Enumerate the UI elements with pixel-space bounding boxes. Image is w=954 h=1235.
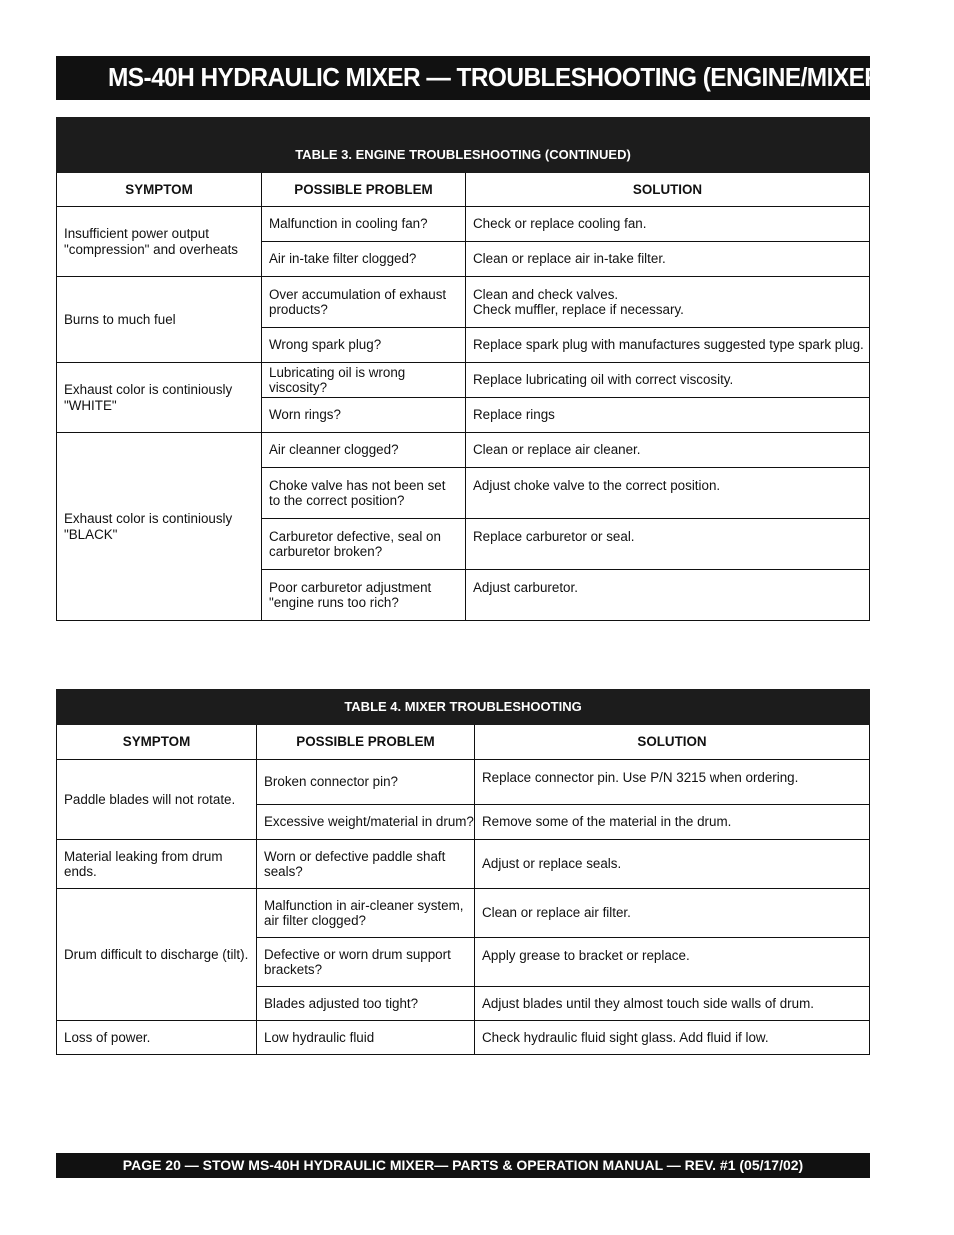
symptom-cell: Exhaust color is continiously "BLACK" xyxy=(57,433,262,621)
problem-cell: Defective or worn drum support brackets? xyxy=(257,938,475,987)
solution-cell: Replace lubricating oil with correct viscosity. xyxy=(466,363,870,398)
solution-cell: Remove some of the material in the drum. xyxy=(475,805,870,840)
table-row xyxy=(57,889,870,938)
table-caption: TABLE 4. MIXER TROUBLESHOOTING xyxy=(57,690,870,725)
symptom-cell: Paddle blades will not rotate. xyxy=(57,760,257,840)
table-caption: TABLE 3. ENGINE TROUBLESHOOTING (CONTINUED) xyxy=(57,118,870,173)
table-row xyxy=(57,433,870,468)
header-possible-problem: POSSIBLE PROBLEM xyxy=(262,173,466,207)
table-row xyxy=(57,277,870,328)
problem-cell: Malfunction in cooling fan? xyxy=(262,207,466,242)
solution-cell: Clean or replace air in-take filter. xyxy=(466,242,870,277)
header-solution: SOLUTION xyxy=(466,173,870,207)
symptom-cell: Exhaust color is continiously "WHITE" xyxy=(57,363,262,433)
solution-cell: Replace connector pin. Use P/N 3215 when ordering. xyxy=(475,760,870,805)
problem-cell: Air cleanner clogged? xyxy=(262,433,466,468)
solution-cell: Adjust or replace seals. xyxy=(475,840,870,889)
header-solution: SOLUTION xyxy=(475,725,870,760)
symptom-cell: Drum difficult to discharge (tilt). xyxy=(57,889,257,1021)
problem-cell: Worn rings? xyxy=(262,398,466,433)
header-symptom: SYMPTOM xyxy=(57,725,257,760)
problem-cell: Malfunction in air-cleaner system, air filter clogged? xyxy=(257,889,475,938)
solution-cell: Clean or replace air filter. xyxy=(475,889,870,938)
solution-cell: Apply grease to bracket or replace. xyxy=(475,938,870,987)
engine-troubleshooting-table xyxy=(56,117,870,621)
page-footer: PAGE 20 — STOW MS-40H HYDRAULIC MIXER— PARTS & OPERATION MANUAL — REV. #1 (05/17/02) xyxy=(56,1153,870,1178)
table-row xyxy=(57,760,870,805)
problem-cell: Low hydraulic fluid xyxy=(257,1021,475,1055)
problem-cell: Lubricating oil is wrong viscosity? xyxy=(262,363,466,398)
solution-cell: Replace spark plug with manufactures suggested type spark plug. xyxy=(466,328,870,363)
solution-line: Clean and check valves. xyxy=(473,286,619,302)
problem-cell: Poor carburetor adjustment "engine runs too rich? xyxy=(262,570,466,621)
problem-cell: Worn or defective paddle shaft seals? xyxy=(257,840,475,889)
problem-cell: Carburetor defective, seal on carburetor broken? xyxy=(262,519,466,570)
solution-cell: Adjust choke valve to the correct position. xyxy=(466,468,870,519)
solution-cell: Check hydraulic fluid sight glass. Add fluid if low. xyxy=(475,1021,870,1055)
solution-cell: Check or replace cooling fan. xyxy=(466,207,870,242)
solution-line: Check muffler, replace if necessary. xyxy=(473,302,684,317)
problem-cell: Over accumulation of exhaust products? xyxy=(262,277,466,328)
table-row xyxy=(57,1021,870,1055)
table-row xyxy=(57,207,870,242)
solution-cell: Adjust carburetor. xyxy=(466,570,870,621)
header-possible-problem: POSSIBLE PROBLEM xyxy=(257,725,475,760)
problem-cell: Air in-take filter clogged? xyxy=(262,242,466,277)
problem-cell: Choke valve has not been set to the correct position? xyxy=(262,468,466,519)
symptom-cell: Material leaking from drum ends. xyxy=(57,840,257,889)
solution-cell: Clean or replace air cleaner. xyxy=(466,433,870,468)
table-caption-row xyxy=(57,118,870,173)
solution-cell: Replace carburetor or seal. xyxy=(466,519,870,570)
table-header-row xyxy=(57,725,870,760)
problem-cell: Excessive weight/material in drum? xyxy=(257,805,475,840)
problem-cell: Wrong spark plug? xyxy=(262,328,466,363)
problem-cell: Broken connector pin? xyxy=(257,760,475,805)
table-row xyxy=(57,840,870,889)
symptom-cell: Burns to much fuel xyxy=(57,277,262,363)
page-title: MS-40H HYDRAULIC MIXER — TROUBLESHOOTING (ENGINE/MIXER) xyxy=(108,62,889,92)
symptom-cell: Insufficient power output "compression" and overheats xyxy=(57,207,262,277)
symptom-cell: Loss of power. xyxy=(57,1021,257,1055)
solution-cell xyxy=(466,277,870,328)
page-title-bar xyxy=(56,56,889,100)
header-symptom: SYMPTOM xyxy=(57,173,262,207)
solution-cell: Replace rings xyxy=(466,398,870,433)
table-caption-row xyxy=(57,690,870,725)
problem-cell: Blades adjusted too tight? xyxy=(257,987,475,1021)
table-row xyxy=(57,363,870,398)
solution-cell: Adjust blades until they almost touch side walls of drum. xyxy=(475,987,870,1021)
mixer-troubleshooting-table xyxy=(56,689,870,1055)
table-header-row xyxy=(57,173,870,207)
